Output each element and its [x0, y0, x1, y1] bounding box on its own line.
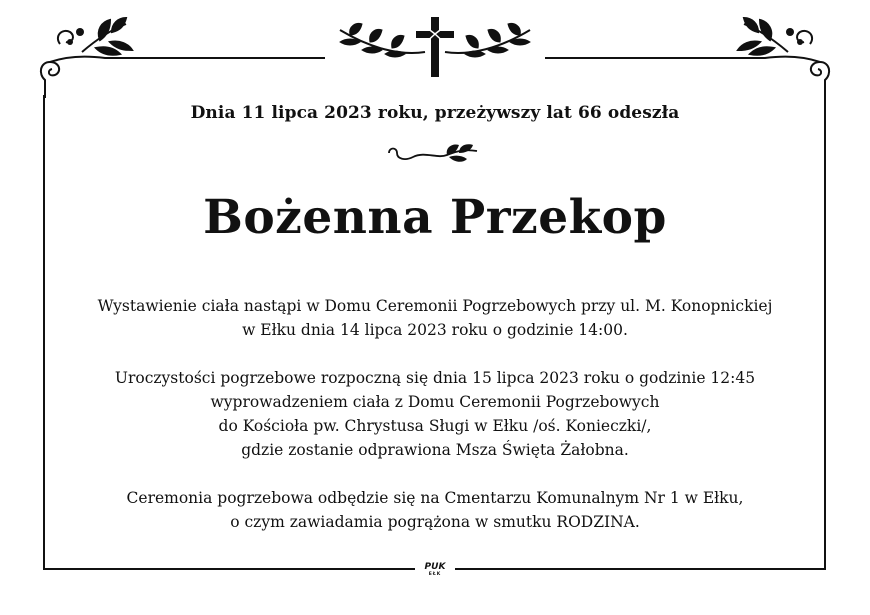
leaf-flourish-icon	[385, 141, 485, 171]
logo-main-text: PUK	[424, 562, 446, 572]
viewing-paragraph	[55, 294, 815, 342]
paragraph-line: Uroczystości pogrzebowe rozpoczną się dnia 15 lipca 2023 roku o godzinie 12:45	[114, 369, 756, 387]
paragraph-line: wyprowadzeniem ciała z Domu Ceremonii Pogrzebowych	[210, 393, 660, 411]
paragraph-line: gdzie zostanie odprawiona Msza Święta Żałobna.	[241, 441, 629, 459]
paragraph-line: w Ełku dnia 14 lipca 2023 roku o godzinie 14:00.	[242, 321, 628, 339]
burial-paragraph	[55, 486, 815, 534]
death-date-intro: Dnia 11 lipca 2023 roku, przeżywszy lat 66 odeszła	[190, 103, 680, 123]
funeral-paragraph	[55, 366, 815, 462]
logo-sub-text: EŁK	[428, 572, 442, 577]
paragraph-line: do Kościoła pw. Chrystusa Sługi w Ełku /oś. Konieczki/,	[218, 417, 652, 435]
notice-body	[55, 294, 815, 558]
top-ornament	[0, 0, 870, 100]
left-corner-flourish-icon	[41, 18, 325, 98]
paragraph-line: o czym zawiadamia pogrążona w smutku RODZINA.	[230, 513, 640, 531]
paragraph-line: Wystawienie ciała nastąpi w Domu Ceremonii Pogrzebowych przy ul. M. Konopnickiej	[97, 297, 773, 315]
puk-logo	[415, 562, 455, 582]
paragraph-line: Ceremonia pogrzebowa odbędzie się na Cmentarzu Komunalnym Nr 1 w Ełku,	[126, 489, 744, 507]
deceased-name: Bożenna Przekop	[203, 190, 667, 245]
right-corner-flourish-icon	[545, 18, 829, 98]
cross-with-olive-branches-icon	[340, 17, 530, 77]
